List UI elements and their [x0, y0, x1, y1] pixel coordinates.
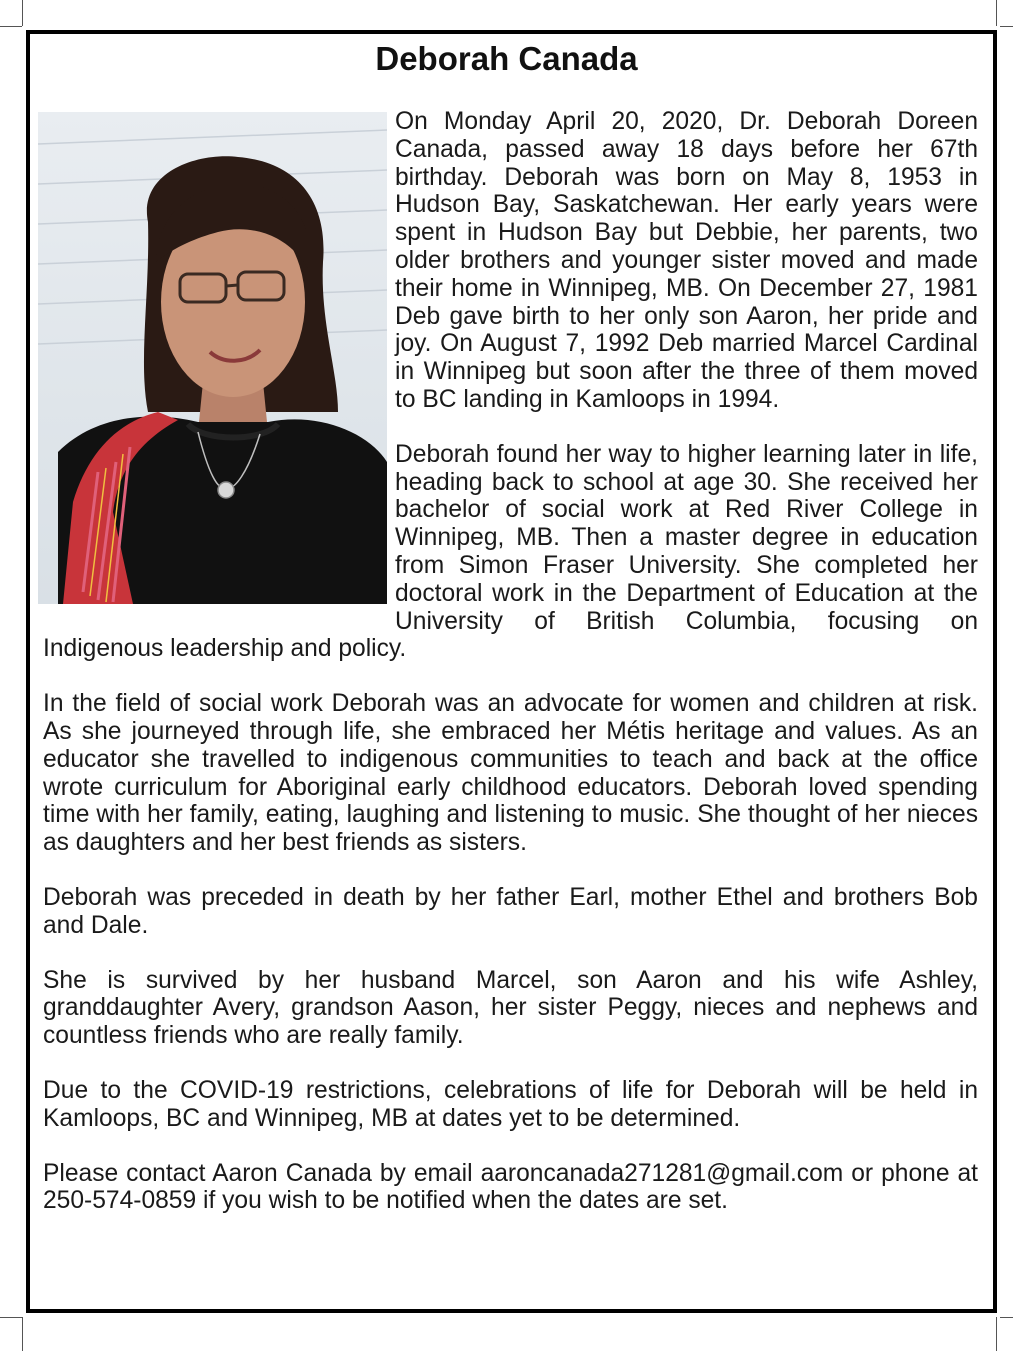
crop-mark — [0, 1317, 22, 1318]
obituary-paragraph: Deborah found her way to higher learning later in life, heading back to school at age 30. She received her bachelor of social work at Red River College in Winnipeg, MB. Then a master degree in education from Simon Fraser University. She completed her doctoral work in the Department of Education at the University of British Columbia, focusing on Indigenous leadership and policy. — [43, 440, 978, 663]
crop-mark — [22, 1317, 23, 1351]
portrait-icon — [38, 112, 387, 604]
crop-mark — [1000, 26, 1013, 27]
crop-mark — [996, 1317, 997, 1351]
obituary-paragraph: On Monday April 20, 2020, Dr. Deborah Doreen Canada, passed away 18 days before her 67th birthday. Deborah was born on May 8, 1953 in Hudson Bay, Saskatchewan. Her early years were spent in Hudson Bay but Debbie, her parents, two older brothers and younger sister moved and made their home in Winnipeg, MB. On December 27, 1981 Deb gave birth to her only son Aaron, her pride and joy. On August 7, 1992 Deb married Marcel Cardinal in Winnipeg but soon after the three of them moved to BC landing in Kamloops in 1994. — [395, 108, 978, 413]
obituary-paragraph: In the field of social work Deborah was an advocate for women and children at risk. As she journeyed through life, she embraced her Métis heritage and values. As an educator she travelled to indigenous communities to teach and back at the office wrote curriculum for Aboriginal early childhood educators. Deborah loved spending time with her family, eating, laughing and listening to music. She thought of her nieces as daughters and her best friends as sisters. — [43, 690, 978, 857]
crop-mark — [996, 0, 997, 26]
crop-mark — [1000, 1317, 1013, 1318]
contact-paragraph: Please contact Aaron Canada by email aaroncanada271281@gmail.com or phone at 250-574-0859 if you wish to be notified when the dates are set. — [43, 1159, 978, 1215]
obituary-body — [43, 108, 978, 1242]
obituary-paragraph: Deborah was preceded in death by her father Earl, mother Ethel and brothers Bob and Dale. — [43, 883, 978, 939]
obituary-paragraph: She is survived by her husband Marcel, son Aaron and his wife Ashley, granddaughter Avery, grandson Aason, her sister Peggy, nieces and nephews and countless friends who are really family. — [43, 966, 978, 1050]
crop-mark — [22, 0, 23, 26]
obituary-paragraph: Due to the COVID-19 restrictions, celebrations of life for Deborah will be held in Kamloops, BC and Winnipeg, MB at dates yet to be determined. — [43, 1076, 978, 1132]
crop-mark — [0, 26, 22, 27]
deceased-name-title: Deborah Canada — [375, 40, 638, 77]
portrait-photo — [38, 112, 387, 604]
